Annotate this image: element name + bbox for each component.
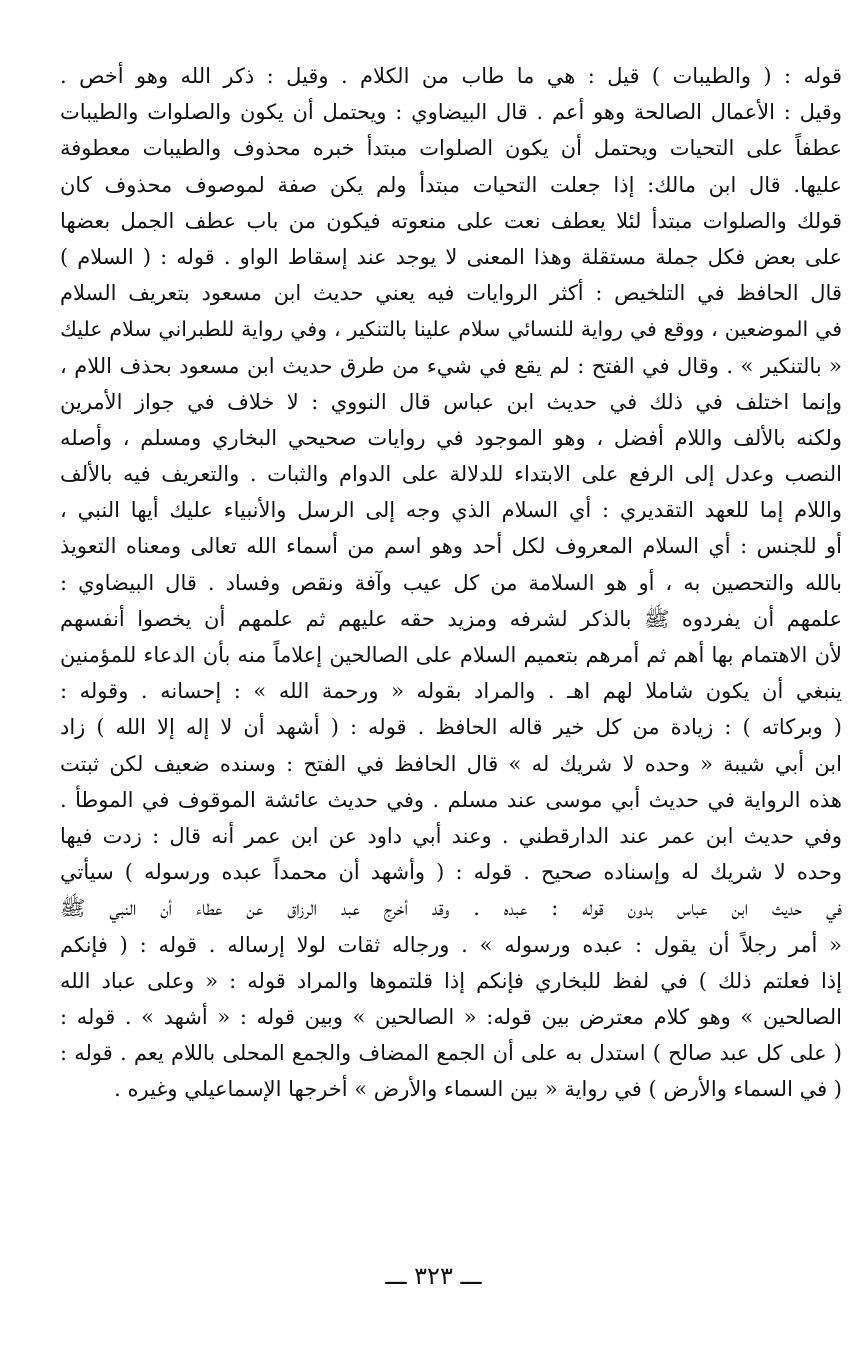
text-line: في الموضعين ، ووقع في رواية للنسائي سلام علينا بالتنكير ، وفي رواية للطبراني سلام عليك [60, 317, 842, 342]
text-line: بالله والتحصين به ، أو هو السلامة من كل عيب وآفة ونقص وفساد . قال البيضاوي : [60, 570, 842, 595]
text-line: هذه الرواية في حديث أبي موسى عند مسلم . وفي حديث عائشة الموقوف في الموطأ . [60, 787, 842, 812]
text-line: ( على كل عبد صالح ) استدل به على أن الجمع المضاف والجمع المحلى باللام يعم . قوله : [60, 1041, 842, 1066]
text-line: قولك والصلوات مبتدأ لئلا يعطف نعت على منعوته فيكون من باب عطف الجمل بعضها [60, 208, 842, 233]
text-line: واللام إما للعهد التقديري : أي السلام الذي وجه إلى الرسل والأنبياء عليك أيها النبي ، [60, 498, 842, 523]
text-line: الصالحين » وهو كلام معترض بين قوله: « الصالحين » وبين قوله : « أشهد » . قوله : [60, 1004, 842, 1029]
text-line: وقيل : الأعمال الصالحة وهو أعم . قال البيضاوي : ويحتمل أن يكون والصلوات والطيبات [60, 100, 842, 125]
text-line: لأن الاهتمام بها أهم ثم أمرهم بتعميم السلام على الصالحين إعلاماً منه بأن الدعاء للمؤمنين [60, 643, 842, 667]
text-line: ( وبركاته ) : زيادة من كل خير قاله الحافظ . قوله : ( أشهد أن لا إله إلا الله ) زاد [60, 715, 842, 740]
text-line: ولكنه بالألف واللام أفضل ، وهو الموجود في روايات صحيحي البخاري ومسلم ، وأصله [60, 425, 842, 450]
page-number: ـــ ٣٢٣ ـــ [385, 1262, 482, 1290]
text-line: قال الحافظ في التلخيص : أكثر الروايات فيه يعني حديث ابن مسعود بتعريف السلام [60, 281, 842, 306]
page-body [60, 58, 842, 1107]
text-line: « أمر رجلاً أن يقول : عبده ورسوله » . ورجاله ثقات لولا إرساله . قوله : ( فإنكم [60, 932, 842, 957]
text-line: عليها. قال ابن مالك: إذا جعلت التحيات مبتدأ ولم يكن صفة لموصوف محذوف كان [60, 172, 842, 197]
text-line: وإنما اختلف في ذلك في حديث ابن عباس قال النووي : لا خلاف في جواز الأمرين [60, 389, 842, 414]
text-line: النصب وعدل إلى الرفع على الابتداء للدلالة على الدوام والثبات . والتعريف فيه بالألف [60, 462, 842, 487]
text-line: في حديث ابن عباس بدون قوله : عبده . وقد أخرج عبد الرزاق عن عطاء أن النبي ﷺ [60, 896, 842, 921]
text-line: ينبغي أن يكون شاملا لهم اهـ . والمراد بقوله « ورحمة الله » : إحسانه . وقوله : [60, 679, 842, 704]
text-line: قوله : ( والطيبات ) قيل : هي ما طاب من الكلام . وقيل : ذكر الله وهو أخص . [60, 64, 842, 88]
text-line: إذا فعلتم ذلك ) في لفظ للبخاري فإنكم إذا قلتموها والمراد قوله : « وعلى عباد الله [60, 968, 842, 993]
text-line: أو للجنس : أي السلام المعروف لكل أحد وهو اسم من أسماء الله تعالى ومعناه التعويذ [60, 534, 842, 559]
text-line: ابن أبي شيبة « وحده لا شريك له » قال الحافظ في الفتح : وسنده ضعيف لكن ثبتت [60, 751, 842, 776]
text-line: « بالتنكير » . وقال في الفتح : لم يقع في شيء من طرق حديث ابن مسعود بحذف اللام ، [60, 353, 842, 378]
text-line: وفي حديث ابن عمر عند الدارقطني . وعند أبي داود عن ابن عمر أنه قال : زدت فيها [60, 823, 842, 848]
text-line: ( في السماء والأرض ) في رواية « بين السماء والأرض » أخرجها الإسماعيلي وغيره . [114, 1077, 842, 1102]
text-line: عطفاً على التحيات ويحتمل أن يكون الصلوات مبتدأ خبره محذوف والطيبات معطوفة [60, 136, 842, 161]
text-line: على بعض فكل جملة مستقلة وهذا المعنى لا يوجد عند إسقاط الواو . قوله : ( السلام ) [60, 244, 842, 269]
text-line: وحده لا شريك له وإسناده صحيح . قوله : ( وأشهد أن محمداً عبده ورسوله ) سيأتي [60, 860, 842, 885]
text-line: علمهم أن يفردوه ﷺ بالذكر لشرفه ومزيد حقه عليهم ثم علمهم أن يخصوا أنفسهم [60, 606, 842, 631]
